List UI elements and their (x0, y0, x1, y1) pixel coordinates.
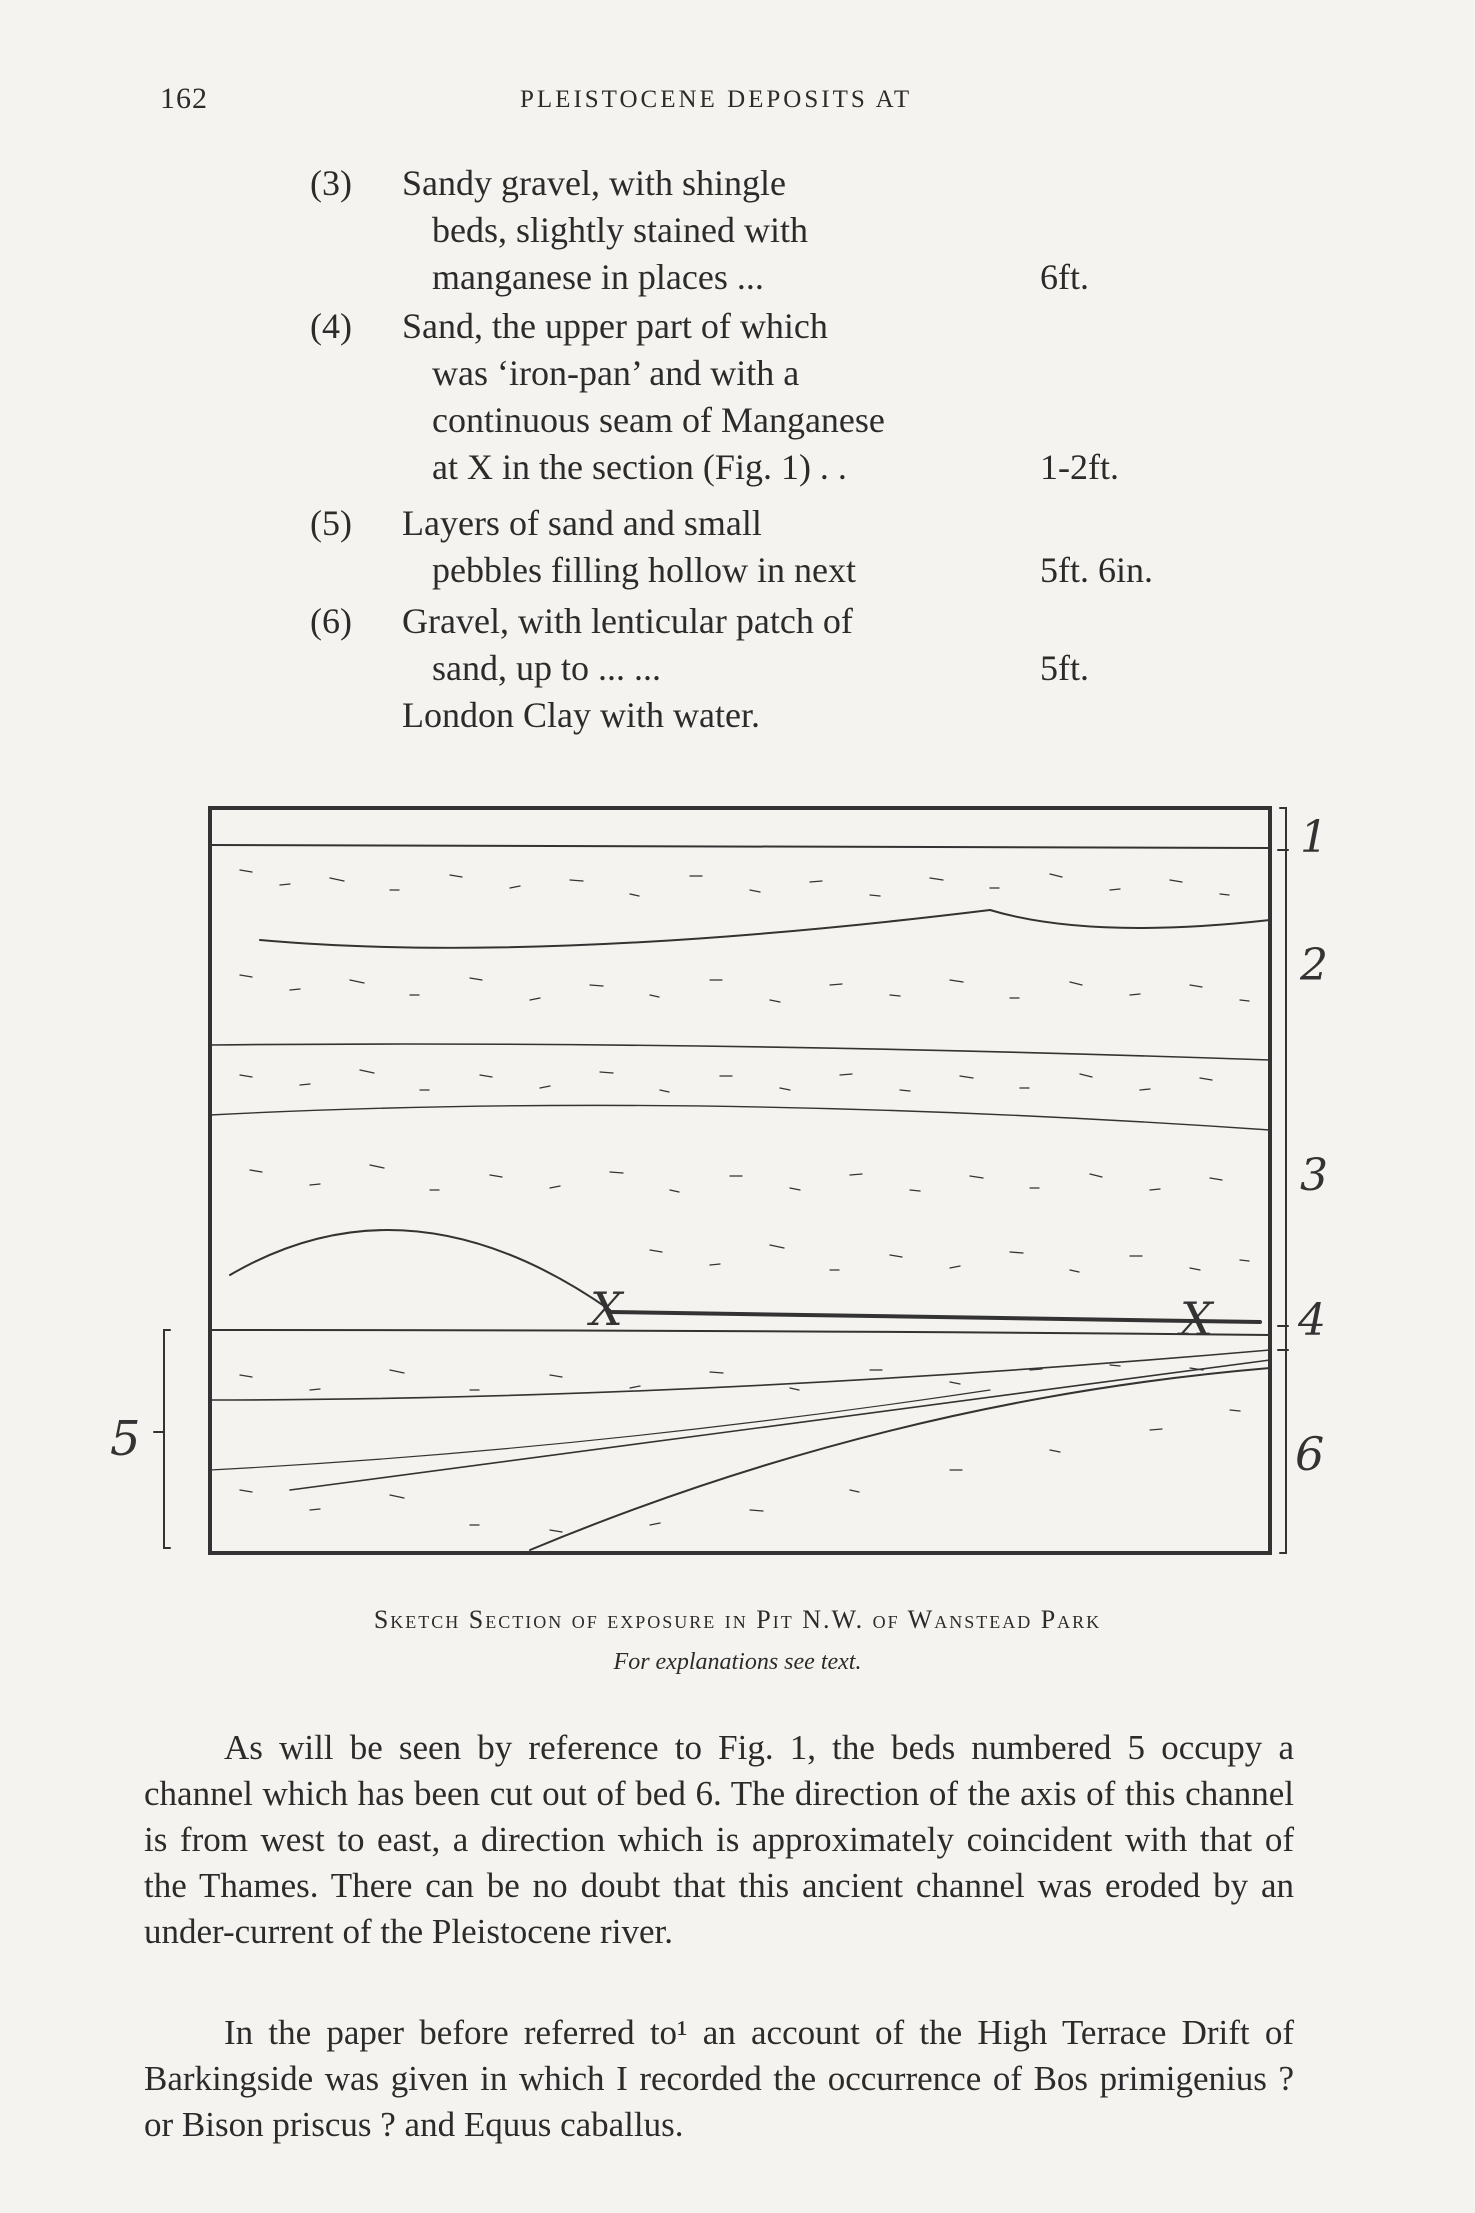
left-bracket (154, 1330, 170, 1548)
bed-number: (5) (310, 503, 352, 543)
bed-line: was ‘iron-pan’ and with a (432, 353, 800, 393)
bed-line: pebbles filling hollow in next (432, 550, 856, 590)
bed-line: Layers of sand and small (402, 503, 762, 543)
figure-label-6: 6 (1295, 1427, 1325, 1481)
manganese-seam (610, 1312, 1260, 1322)
body-paragraph-1 (144, 1725, 1294, 1955)
figure-marker-x: X (1180, 1292, 1213, 1346)
figure-frame (210, 808, 1270, 1553)
layer-line (210, 845, 1270, 848)
bed-number: (4) (310, 306, 352, 346)
figure-label-1: 1 (1300, 812, 1328, 863)
bed-line: at X in the section (Fig. 1) . . (432, 447, 847, 487)
channel-line (210, 1390, 990, 1470)
figure-label-4: 4 (1298, 1295, 1326, 1346)
bed-line: Sand, the upper part of which (402, 306, 828, 346)
bed-line: Gravel, with lenticular patch of (402, 601, 853, 641)
figure-label-3: 3 (1300, 1150, 1328, 1201)
layer-line (260, 910, 1270, 948)
figure-label-5: 5 (110, 1411, 141, 1467)
running-title: PLEISTOCENE DEPOSITS AT (520, 86, 913, 113)
page-number: 162 (160, 82, 208, 115)
channel-line (210, 1330, 1270, 1335)
bed-number: (6) (310, 601, 352, 641)
body-paragraph-2 (144, 2010, 1294, 2148)
right-bracket (1280, 808, 1286, 1553)
paragraph-text: As will be seen by reference to Fig. 1, the beds numbered 5 occupy a channel which has been cut out of bed 6. The direction of the axis of this channel is from west to east, a direction which is approximately coincident with that of the Thames. There can be no doubt that this ancient channel was eroded by an under-current of the Pleistocene river. (144, 1728, 1294, 1951)
paragraph-text: In the paper before referred to¹ an account of the High Terrace Drift of Barkingside was given in which I recorded the occurrence of Bos primigenius ? or Bison priscus ? and Equus caballus. (144, 2013, 1294, 2144)
channel-line (210, 1350, 1270, 1400)
bed-depth: 6ft. (1040, 257, 1089, 297)
layer-line (210, 1044, 1270, 1060)
layer-line (230, 1230, 610, 1310)
bed-depth: 1-2ft. (1040, 447, 1119, 487)
figure-marker-x: X (590, 1282, 623, 1336)
figure-subcaption: For explanations see text. (613, 1649, 862, 1675)
clay-line: London Clay with water. (402, 695, 760, 735)
channel-line (290, 1360, 1270, 1490)
bed-line: manganese in places ... (432, 257, 764, 297)
bed-depth: 5ft. (1040, 648, 1089, 688)
figure-caption: Sketch Section of exposure in Pit N.W. of Wanstead Park (373, 1605, 1102, 1634)
bed-line: beds, slightly stained with (432, 210, 808, 250)
section-sketch-figure (90, 790, 1350, 1570)
stipple-texture (240, 870, 1249, 1532)
figure-label-2: 2 (1300, 940, 1328, 991)
bed-line: sand, up to ... ... (432, 648, 661, 688)
bed-number: (3) (310, 163, 352, 203)
bed-depth: 5ft. 6in. (1040, 550, 1153, 590)
layer-line (210, 1105, 1270, 1130)
channel-line (530, 1368, 1270, 1550)
bed-line: Sandy gravel, with shingle (402, 163, 786, 203)
bed-line: continuous seam of Manganese (432, 400, 885, 440)
